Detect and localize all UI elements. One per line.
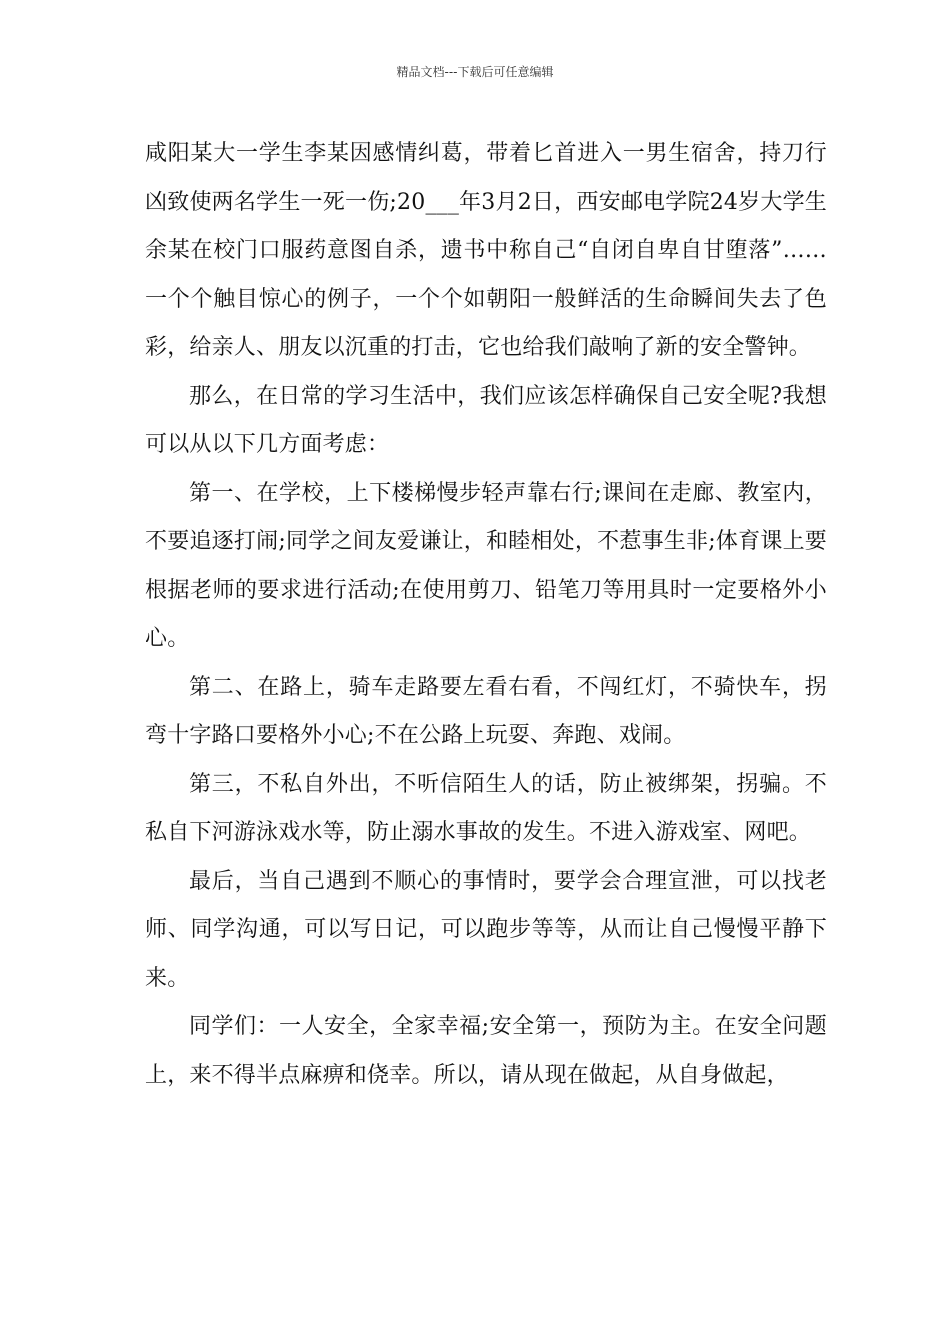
paragraph-1: 咸阳某大一学生李某因感情纠葛，带着匕首进入一男生宿舍，持刀行凶致使两名学生一死一伤;20___年3月2日，西安邮电学院24岁大学生余某在校门口服药意图自杀，遗书中称自己“自闭自卑自甘堕落”……一个个触目惊心的例子，一个个如朝阳一般鲜活的生命瞬间失去了色彩，给亲人、朋友以沉重的打击，它也给我们敲响了新的安全警钟。 <box>145 141 827 360</box>
document-body <box>145 130 827 1100</box>
paragraph-4: 第二、在路上，骑车走路要左看右看，不闯红灯，不骑快车，拐弯十字路口要格外小心;不在公路上玩耍、奔跑、戏闹。 <box>145 674 827 748</box>
paragraph-2: 那么，在日常的学习生活中，我们应该怎样确保自己安全呢?我想可以从以下几方面考虑： <box>145 383 827 457</box>
page-header: 精品文档---下载后可任意编辑 <box>396 65 554 79</box>
paragraph-6: 最后，当自己遇到不顺心的事情时，要学会合理宣泄，可以找老师、同学沟通，可以写日记，可以跑步等等，从而让自己慢慢平静下来。 <box>145 868 827 991</box>
paragraph-3: 第一、在学校，上下楼梯慢步轻声靠右行;课间在走廊、教室内，不要追逐打闹;同学之间友爱谦让，和睦相处，不惹事生非;体育课上要根据老师的要求进行活动;在使用剪刀、铅笔刀等用具时一定要格外小心。 <box>145 480 827 651</box>
paragraph-7: 同学们：一人安全，全家幸福;安全第一，预防为主。在安全问题上，来不得半点麻痹和侥幸。所以，请从现在做起，从自身做起， <box>145 1014 827 1088</box>
paragraph-5: 第三，不私自外出，不听信陌生人的话，防止被绑架，拐骗。不私自下河游泳戏水等，防止溺水事故的发生。不进入游戏室、网吧。 <box>145 771 827 845</box>
